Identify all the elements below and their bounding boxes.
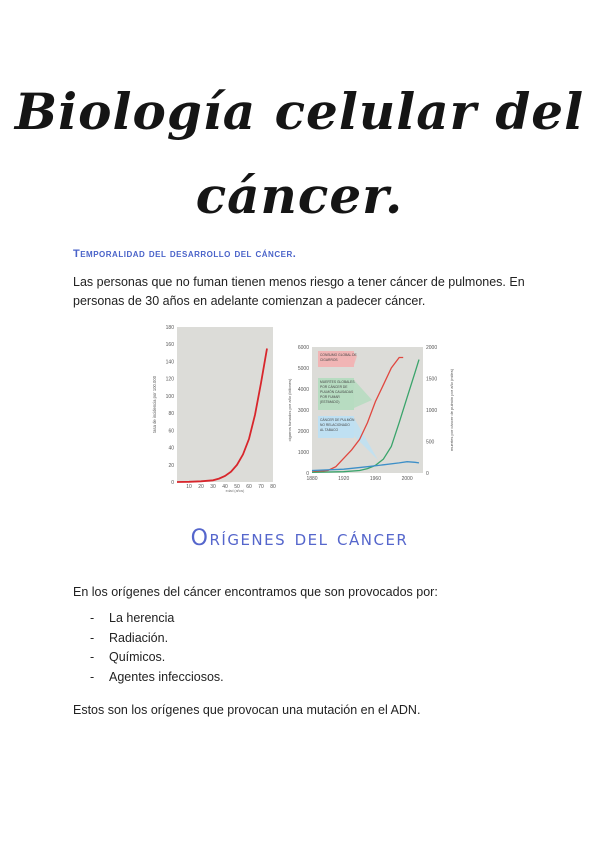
list-item <box>90 609 224 629</box>
annotation-text: POR FUMAR <box>320 395 340 399</box>
y2-tick-label: 1000 <box>426 408 438 414</box>
list-item <box>90 648 224 668</box>
x-tick-label: 10 <box>186 484 192 490</box>
page-title-line-1: Biología celular del <box>14 82 585 141</box>
y-tick-label: 120 <box>165 376 174 383</box>
causes-list <box>90 609 224 687</box>
section-paragraph-origenes: En los orígenes del cáncer encontramos que son provocados por: <box>73 585 438 599</box>
y2-tick-label: 0 <box>426 471 429 477</box>
y-tick-label: 4000 <box>297 387 309 393</box>
closing-paragraph: Estos son los orígenes que provocan una mutación en el ADN. <box>73 703 421 717</box>
incidence-chart <box>150 318 276 493</box>
y2-tick-label: 500 <box>426 439 435 446</box>
y-tick-label: 80 <box>168 411 174 418</box>
section-heading-origenes: Orígenes del cáncer <box>190 526 409 551</box>
annotation-text: MUERTES GLOBALES <box>320 380 355 384</box>
y-tick-label: 60 <box>168 428 174 435</box>
section-paragraph-temporalidad: Las personas que no fuman tienen menos riesgo a tener cáncer de pulmones. En personas de 30 años en adelante comienzan a padecer cáncer. <box>73 275 525 308</box>
y-tick-label: 2000 <box>297 429 309 435</box>
annotation-text: NO RELACIONADO <box>320 423 350 427</box>
list-dash: - <box>90 650 95 664</box>
list-item-text: Químicos. <box>109 650 166 664</box>
x-tick-label: 70 <box>258 484 264 490</box>
list-dash: - <box>90 630 95 645</box>
annotation-text: CIGARROS <box>320 358 338 362</box>
list-item <box>90 668 224 688</box>
y-tick-label: 20 <box>168 462 174 469</box>
x-tick-label: 50 <box>234 484 240 490</box>
x-tick-label: 30 <box>210 484 216 490</box>
list-dash: - <box>90 669 95 684</box>
y-tick-label: 6000 <box>297 345 309 351</box>
y-tick-label: 0 <box>171 480 174 486</box>
annotation-text: CONSUMO GLOBAL DE <box>320 353 357 357</box>
y-tick-label: 40 <box>168 445 174 452</box>
x-tick-label: 2000 <box>401 476 413 482</box>
y-tick-label: 3000 <box>297 408 309 414</box>
section-heading-temporalidad: Temporalidad del desarrollo del cáncer. <box>73 248 297 260</box>
y2-axis-label: muertes por cáncer de pulmón por año (miles) <box>449 368 454 452</box>
list-item <box>90 629 224 649</box>
y-axis-label: tasa de incidencia por 100.000 <box>152 375 157 434</box>
list-item-text: Agentes infecciosos. <box>109 669 224 684</box>
x-tick-label: 1880 <box>306 476 318 482</box>
annotation-text: CÁNCER DE PULMÓN <box>320 418 355 422</box>
annotation-text: AL TABACO <box>320 428 339 432</box>
annotation-text: POR CÁNCER DE <box>320 385 348 389</box>
plot-background <box>177 327 273 482</box>
x-tick-label: 60 <box>246 484 252 490</box>
cigarettes-chart <box>286 318 456 490</box>
y-tick-label: 180 <box>165 325 174 331</box>
y-tick-label: 0 <box>306 471 309 477</box>
page-title-line-2: cáncer. <box>195 166 404 225</box>
list-item-text: Radiación. <box>109 630 169 645</box>
x-tick-label: 80 <box>270 484 276 490</box>
annotation-text: PULMÓN CAUSADAS <box>320 390 354 394</box>
y2-tick-label: 1500 <box>426 376 438 383</box>
y2-tick-label: 2000 <box>426 345 438 351</box>
x-tick-label: 1920 <box>338 476 350 482</box>
y-axis-label: cigarros fumados por año (billones) <box>287 378 292 442</box>
annotation-text: (ESTIMADO) <box>320 400 340 404</box>
list-dash: - <box>90 611 95 625</box>
y-tick-label: 1000 <box>297 450 309 456</box>
list-item-text: La herencia <box>109 611 175 625</box>
y-tick-label: 160 <box>165 342 174 349</box>
x-tick-label: 40 <box>222 484 228 490</box>
y-tick-label: 140 <box>165 359 174 366</box>
y-tick-label: 100 <box>165 393 174 400</box>
y-tick-label: 5000 <box>297 366 309 372</box>
x-tick-label: 1960 <box>369 476 381 482</box>
x-tick-label: 20 <box>198 484 204 490</box>
x-axis-label: edad (años) <box>225 489 245 493</box>
